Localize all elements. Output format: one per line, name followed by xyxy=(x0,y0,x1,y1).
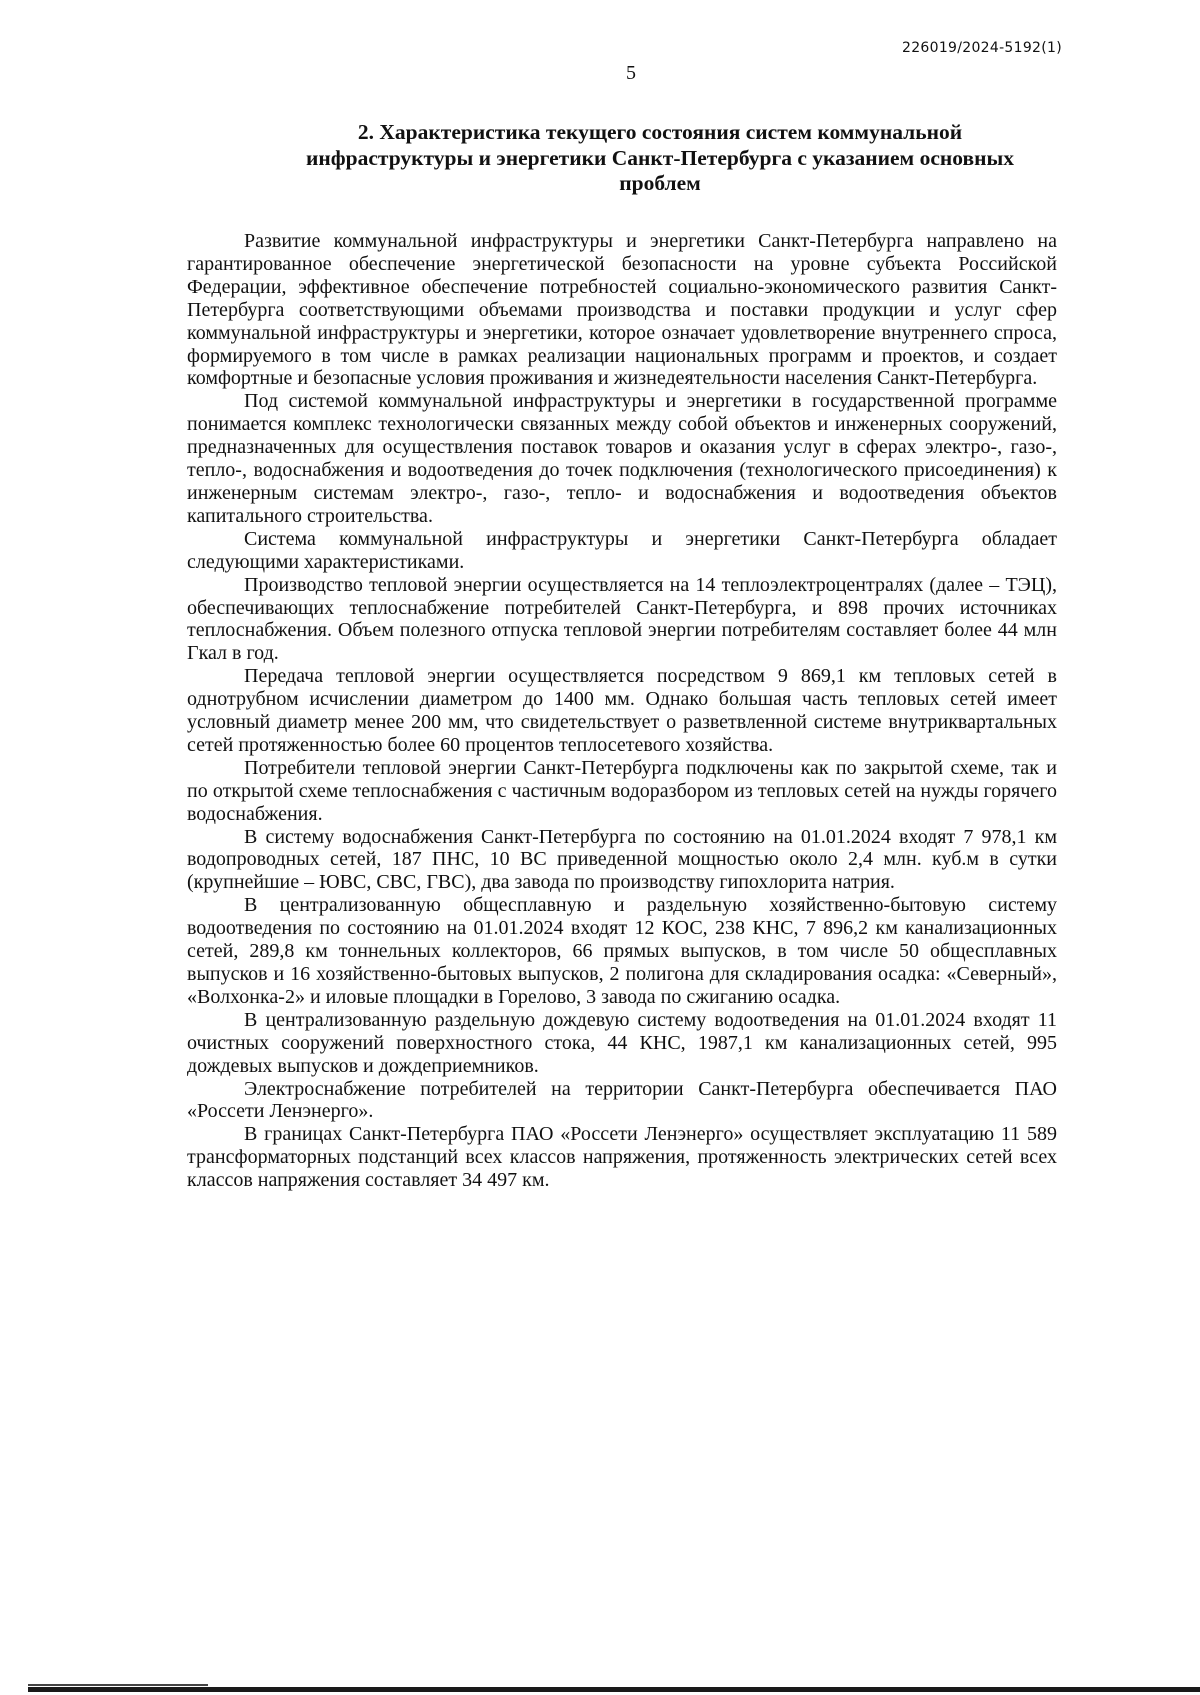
scan-edge-line xyxy=(28,1687,1200,1692)
paragraph-sewage-system: В централизованную общесплавную и раздельную хозяйственно-бытовую систему водоотведения по состоянию на 01.01.2024 входят 12 КОС, 238 КНС, 7 896,2 км канализационных сетей, 289,8 км тоннельных коллекторов, 66 прямых выпусков, в том числе 50 общесплавных выпусков и 16 хозяйственно-бытовых выпусков, 2 полигона для складирования осадка: «Северный», «Волхонка-2» и иловые площадки в Горелово, 3 завода по сжиганию осадка. xyxy=(187,894,1057,1008)
body-text xyxy=(187,230,1057,1192)
paragraph-power-supply: Электроснабжение потребителей на территории Санкт-Петербурга обеспечивается ПАО «Россети Ленэнерго». xyxy=(187,1077,1057,1123)
paragraph-system-definition: Под системой коммунальной инфраструктуры и энергетики в государственной программе понимается комплекс технологически связанных между собой объектов и инженерных сооружений, предназначенных для осуществления поставок товаров и оказания услуг в сферах электро-, газо-, тепло-, водоснабжения и водоотведения до точек подключения (технологического присоединения) к инженерным системам электро-, газо-, тепло- и водоснабжения и водоотведения объектов капитального строительства. xyxy=(187,390,1057,527)
paragraph-storm-drainage: В централизованную раздельную дождевую систему водоотведения на 01.01.2024 входят 11 очистных сооружений поверхностного стока, 44 КНС, 1987,1 км канализационных сетей, 995 дождевых выпусков и дождеприемников. xyxy=(187,1008,1057,1077)
section-title: 2. Характеристика текущего состояния систем коммунальной инфраструктуры и энергетики Санкт-Петербурга с указанием основных проблем xyxy=(305,120,1014,195)
paragraph-water-supply: В систему водоснабжения Санкт-Петербурга по состоянию на 01.01.2024 входят 7 978,1 км водопроводных сетей, 187 ПНС, 10 ВС приведенной мощностью около 2,4 млн. куб.м в сутки (крупнейшие – ЮВС, СВС, ГВС), два завода по производству гипохлорита натрия. xyxy=(187,825,1057,894)
paragraph-heat-transmission: Передача тепловой энергии осуществляется посредством 9 869,1 км тепловых сетей в однотрубном исчислении диаметром до 1400 мм. Однако большая часть тепловых сетей имеет условный диаметр менее 200 мм, что свидетельствует о разветвленной системе внутриквартальных сетей протяженностью более 60 процентов теплосетевого хозяйства. xyxy=(187,665,1057,756)
paragraph-power-grid: В границах Санкт-Петербурга ПАО «Россети Ленэнерго» осуществляет эксплуатацию 11 589 трансформаторных подстанций всех классов напряжения, протяженность электрических сетей всех классов напряжения составляет 34 497 км. xyxy=(187,1123,1057,1192)
scan-edge-line-thin xyxy=(28,1684,208,1686)
paragraph-development-goals: Развитие коммунальной инфраструктуры и энергетики Санкт-Петербурга направлено на гарантированное обеспечение энергетической безопасности на уровне субъекта Российской Федерации, эффективное обеспечение потребностей социально-экономического развития Санкт-Петербурга соответствующими объемами производства и поставки продукции и услуг сфер коммунальной инфраструктуры и энергетики, которое означает удовлетворение внутреннего спроса, формируемого в том числе в рамках реализации национальных программ и проектов, и создает комфортные и безопасные условия проживания и жизнедеятельности населения Санкт-Петербурга. xyxy=(187,230,1057,390)
page-number: 5 xyxy=(626,62,636,84)
document-registration-number: 226019/2024-5192(1) xyxy=(901,40,1062,56)
paragraph-heat-consumers: Потребители тепловой энергии Санкт-Петербурга подключены как по закрытой схеме, так и по открытой схеме теплоснабжения с частичным водоразбором из тепловых сетей на нужды горячего водоснабжения. xyxy=(187,756,1057,825)
paragraph-heat-production: Производство тепловой энергии осуществляется на 14 теплоэлектроцентралях (далее – ТЭЦ), обеспечивающих теплоснабжение потребителей Санкт-Петербурга, и 898 прочих источниках теплоснабжения. Объем полезного отпуска тепловой энергии потребителям составляет более 44 млн Гкал в год. xyxy=(187,573,1057,665)
paragraph-characteristics-intro: Система коммунальной инфраструктуры и энергетики Санкт-Петербурга обладает следующими характеристиками. xyxy=(187,527,1057,573)
